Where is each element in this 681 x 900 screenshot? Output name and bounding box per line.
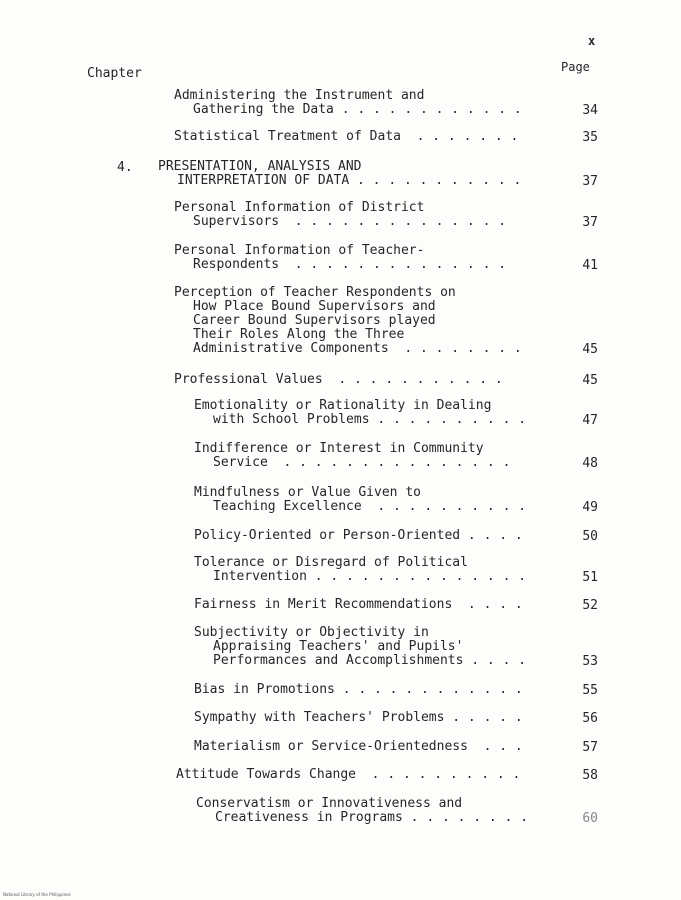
toc-entry-line: Supervisors . . . . . . . . . . . . . . [193, 214, 507, 229]
toc-entry [194, 442, 510, 470]
toc-entry [194, 683, 523, 697]
toc-entry-line: Creativeness in Programs . . . . . . . . [215, 810, 529, 825]
toc-entry [194, 711, 523, 725]
folio-page-number: x [588, 34, 596, 48]
toc-entry-line: Indifference or Interest in Community [194, 441, 484, 456]
toc-entry-line: Respondents . . . . . . . . . . . . . . [193, 257, 507, 272]
toc-entry [194, 529, 523, 543]
toc-entry [174, 244, 506, 272]
toc-entry-line: Attitude Towards Change . . . . . . . . . . [176, 767, 521, 782]
chapter-page-number: 37 [582, 174, 598, 189]
toc-page-number: 53 [582, 654, 598, 669]
page-column-heading: Page [561, 60, 590, 74]
toc-entry-line: How Place Bound Supervisors and [193, 299, 436, 314]
toc-entry-line: Personal Information of Teacher- [174, 243, 425, 258]
toc-page-number: 34 [582, 103, 598, 118]
toc-entry-line: Policy-Oriented or Person-Oriented . . . . [194, 528, 523, 543]
toc-entry-line: with School Problems . . . . . . . . . . [213, 412, 527, 427]
toc-page-number: 49 [582, 500, 598, 515]
toc-page-number: 50 [582, 529, 598, 544]
toc-entry [196, 797, 528, 825]
toc-entry-line: Appraising Teachers' and Pupils' [213, 639, 464, 654]
chapter-title-line: PRESENTATION, ANALYSIS AND [158, 159, 362, 174]
toc-entry-line: Bias in Promotions . . . . . . . . . . . . [194, 682, 523, 697]
chapter-number: 4. [117, 160, 133, 175]
toc-entry-line: Perception of Teacher Respondents on [174, 285, 456, 300]
toc-page-number: 57 [582, 740, 598, 755]
toc-entry [174, 373, 503, 387]
toc-entry-line: Performances and Accomplishments . . . . [213, 653, 527, 668]
toc-page-number: 35 [582, 130, 598, 145]
toc-entry-line: Their Roles Along the Three [193, 327, 405, 342]
toc-entry [194, 556, 526, 584]
toc-entry [194, 486, 526, 514]
chapter-column-heading: Chapter [87, 66, 142, 81]
toc-entry-line: Mindfulness or Value Given to [194, 485, 421, 500]
toc-entry [174, 201, 506, 229]
toc-entry-line: Gathering the Data . . . . . . . . . . . . [193, 102, 522, 117]
toc-entry-line: Intervention . . . . . . . . . . . . . . [213, 569, 527, 584]
toc-entry-line: Fairness in Merit Recommendations . . . . [194, 597, 523, 612]
toc-entry [176, 768, 520, 782]
toc-page-number: 60 [582, 811, 598, 826]
toc-page-number: 45 [582, 342, 598, 357]
toc-page-number: 51 [582, 570, 598, 585]
toc-entry [174, 89, 522, 117]
toc-entry-line: Personal Information of District [174, 200, 425, 215]
toc-entry-line: Conservatism or Innovativeness and [196, 796, 463, 811]
toc-entry [174, 130, 518, 144]
toc-entry-line: Sympathy with Teachers' Problems . . . . . [194, 710, 523, 725]
toc-entry-line: Administering the Instrument and [174, 88, 425, 103]
toc-entry-line: Service . . . . . . . . . . . . . . . [213, 455, 511, 470]
toc-entry-line: Subjectivity or Objectivity in [194, 625, 429, 640]
toc-entry [174, 286, 522, 356]
toc-entry-line: Materialism or Service-Orientedness . . . [194, 739, 523, 754]
archive-footer: National Library of the Philippines [3, 892, 71, 897]
toc-entry [194, 740, 523, 754]
toc-page-number: 55 [582, 683, 598, 698]
toc-entry [194, 399, 526, 427]
toc-page-number: 47 [582, 413, 598, 428]
toc-page-number: 48 [582, 456, 598, 471]
toc-entry-line: Teaching Excellence . . . . . . . . . . [213, 499, 527, 514]
toc-entry-line: Career Bound Supervisors played [193, 313, 436, 328]
toc-page-number: 56 [582, 711, 598, 726]
toc-entry [194, 598, 523, 612]
toc-entry-line: Tolerance or Disregard of Political [194, 555, 468, 570]
chapter-title [158, 160, 521, 188]
toc-page-number: 58 [582, 768, 598, 783]
toc-page-number: 52 [582, 598, 598, 613]
toc-page-number: 45 [582, 373, 598, 388]
toc-entry [194, 626, 526, 668]
chapter-title-line: INTERPRETATION OF DATA . . . . . . . . . . . [177, 173, 522, 188]
toc-entry-line: Administrative Components . . . . . . . . [193, 341, 522, 356]
toc-page-number: 37 [582, 215, 598, 230]
toc-page-number: 41 [582, 258, 598, 273]
toc-entry-line: Emotionality or Rationality in Dealing [194, 398, 492, 413]
toc-entry-line: Statistical Treatment of Data . . . . . . . [174, 129, 519, 144]
toc-entry-line: Professional Values . . . . . . . . . . . [174, 372, 503, 387]
